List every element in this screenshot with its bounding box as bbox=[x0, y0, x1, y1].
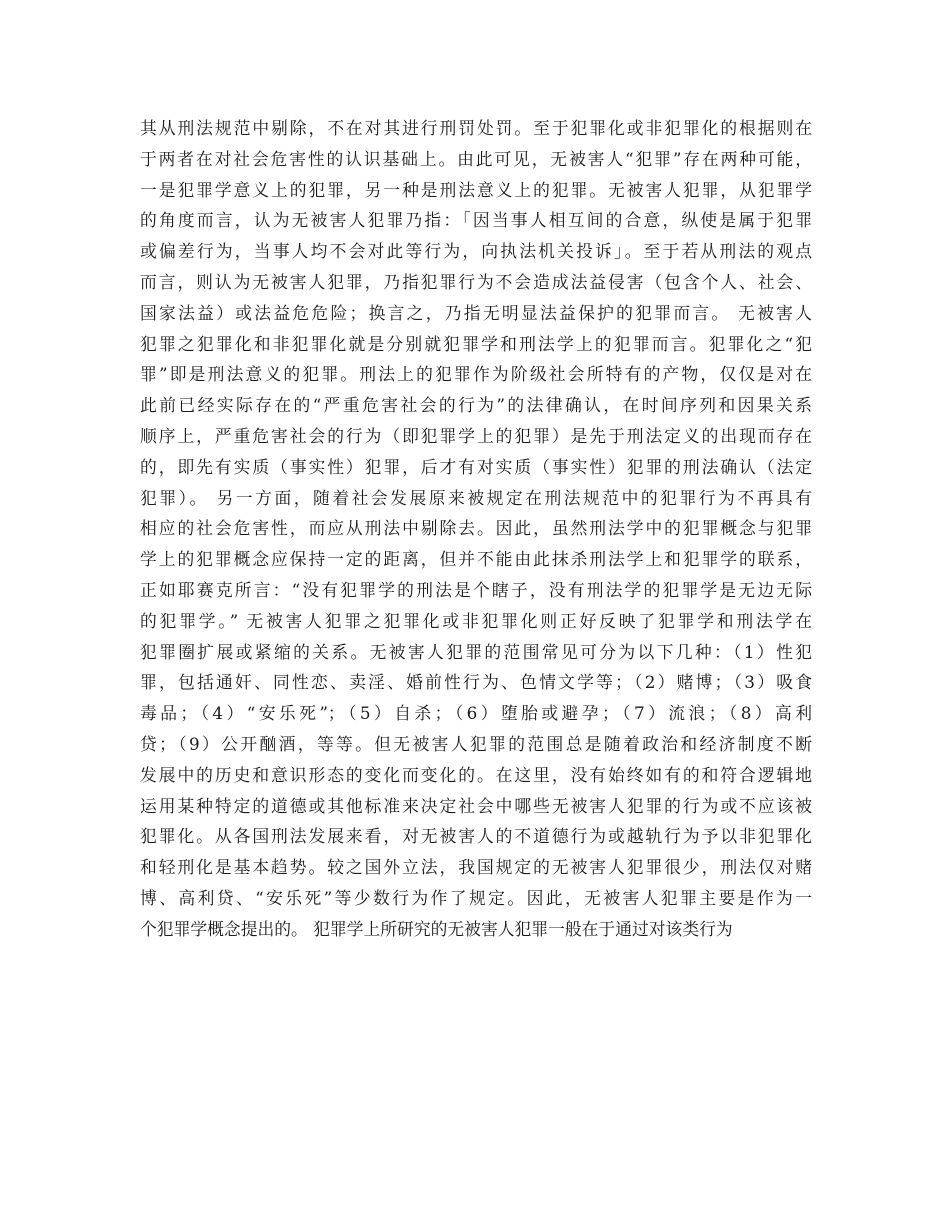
text-line: 于两者在对社会危害性的认识基础上。由此可见，无被害人“犯罪”存在两种可能， bbox=[140, 148, 812, 169]
text-line: 贷；（9）公开酗酒，等等。但无被害人犯罪的范围总是随着政治和经济制度不断 bbox=[140, 733, 812, 754]
text-line: 犯罪圈扩展或紧缩的关系。无被害人犯罪的范围常见可分为以下几种：（1）性犯 bbox=[140, 641, 812, 662]
text-line: 顺序上，严重危害社会的行为（即犯罪学上的犯罪）是先于刑法定义的出现而存在 bbox=[140, 425, 812, 446]
body-text bbox=[140, 113, 812, 945]
text-line: 的犯罪学。” 无被害人犯罪之犯罪化或非犯罪化则正好反映了犯罪学和刑法学在 bbox=[140, 610, 812, 631]
text-line: 或偏差行为，当事人均不会对此等行为，向执法机关投诉」。至于若从刑法的观点 bbox=[140, 241, 812, 262]
text-line: 一是犯罪学意义上的犯罪，另一种是刑法意义上的犯罪。无被害人犯罪，从犯罪学 bbox=[140, 179, 812, 200]
text-line: 而言，则认为无被害人犯罪，乃指犯罪行为不会造成法益侵害（包含个人、社会、 bbox=[140, 271, 812, 292]
text-line: 和轻刑化是基本趋势。较之国外立法，我国规定的无被害人犯罪很少，刑法仅对赌 bbox=[140, 857, 812, 878]
text-line: 正如耶赛克所言：“没有犯罪学的刑法是个瞎子，没有刑法学的犯罪学是无边无际 bbox=[140, 579, 812, 600]
text-line: 此前已经实际存在的“严重危害社会的行为”的法律确认，在时间序列和因果关系 bbox=[140, 395, 812, 416]
text-line: 运用某种特定的道德或其他标准来决定社会中哪些无被害人犯罪的行为或不应该被 bbox=[140, 795, 812, 816]
text-line: 犯罪）。 另一方面，随着社会发展原来被规定在刑法规范中的犯罪行为不再具有 bbox=[140, 487, 812, 508]
text-line: 罪，包括通奸、同性恋、卖淫、婚前性行为、色情文学等；（2）赌博；（3）吸食 bbox=[140, 672, 812, 693]
text-line: 罪”即是刑法意义的犯罪。刑法上的犯罪作为阶级社会所特有的产物，仅仅是对在 bbox=[140, 364, 812, 385]
text-line: 学上的犯罪概念应保持一定的距离，但并不能由此抹杀刑法学上和犯罪学的联系， bbox=[140, 549, 812, 570]
text-line: 发展中的历史和意识形态的变化而变化的。在这里，没有始终如有的和符合逻辑地 bbox=[140, 764, 812, 785]
text-line: 相应的社会危害性，而应从刑法中剔除去。因此，虽然刑法学中的犯罪概念与犯罪 bbox=[140, 518, 812, 539]
text-line: 毒品；（4）“安乐死”；（5）自杀；（6）堕胎或避孕；（7）流浪；（8）高利 bbox=[140, 703, 812, 724]
text-line: 的，即先有实质（事实性）犯罪，后才有对实质（事实性）犯罪的刑法确认（法定 bbox=[140, 456, 812, 477]
text-line: 的角度而言，认为无被害人犯罪乃指：「因当事人相互间的合意，纵使是属于犯罪 bbox=[140, 210, 812, 231]
text-line: 犯罪之犯罪化和非犯罪化就是分别就犯罪学和刑法学上的犯罪而言。犯罪化之“犯 bbox=[140, 333, 812, 354]
text-line: 博、高利贷、“安乐死”等少数行为作了规定。因此，无被害人犯罪主要是作为一 bbox=[140, 887, 812, 908]
text-line: 犯罪化。从各国刑法发展来看，对无被害人的不道德行为或越轨行为予以非犯罪化 bbox=[140, 826, 812, 847]
text-line: 其从刑法规范中剔除，不在对其进行刑罚处罚。至于犯罪化或非犯罪化的根据则在 bbox=[140, 118, 812, 138]
text-line: 国家法益）或法益危危险；换言之，乃指无明显法益保护的犯罪而言。 无被害人 bbox=[140, 302, 812, 323]
text-line: 个犯罪学概念提出的。 犯罪学上所研究的无被害人犯罪一般在于通过对该类行为 bbox=[140, 918, 733, 939]
